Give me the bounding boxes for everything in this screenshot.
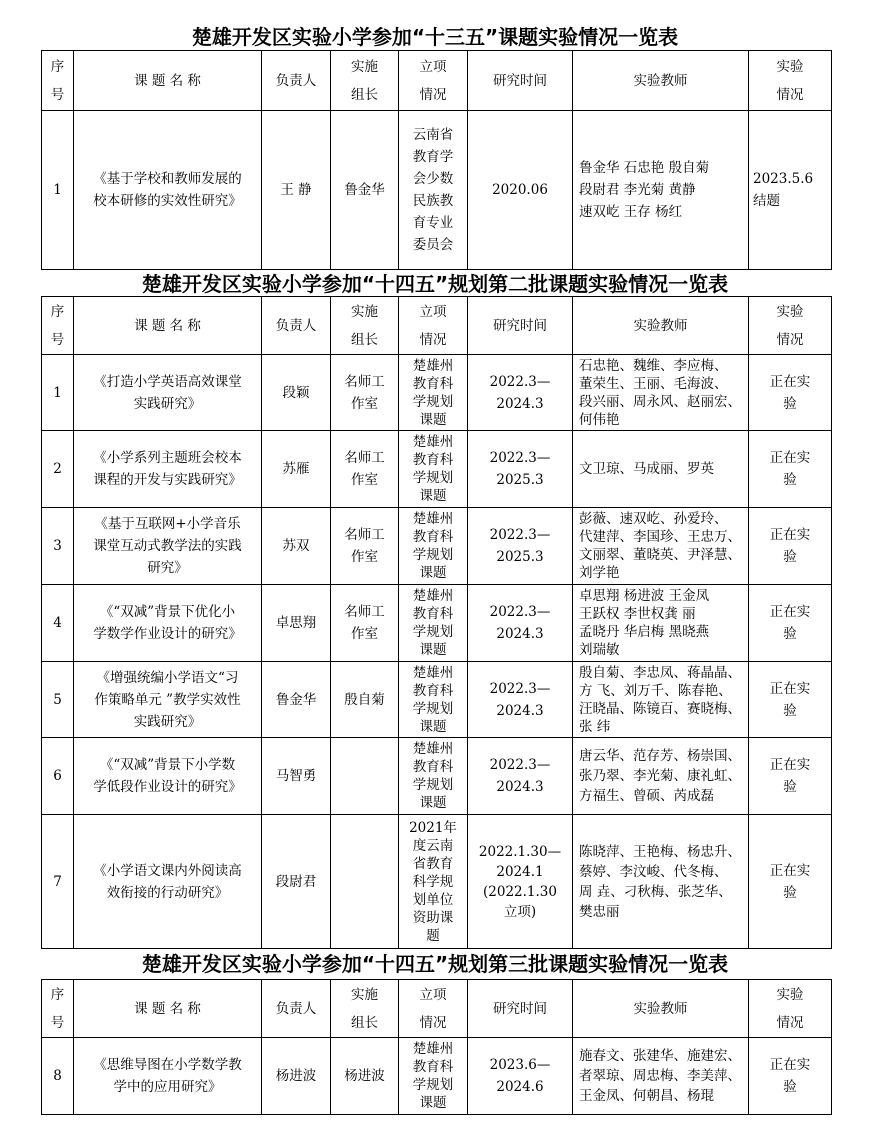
row-project-name: 《基于互联网+小学音乐 课堂互动式教学法的实践 研究》 [74,508,262,585]
table-title-1: 楚雄开发区实验小学参加“十三五”课题实验情况一览表 [191,25,679,49]
row-status: 2023.5.6 结题 [749,111,832,270]
header-time: 研究时间 [468,297,573,355]
row-time: 2022.3— 2024.3 [468,585,573,662]
row-time: 2022.3— 2025.3 [468,431,573,508]
row-approval: 楚雄州 教育科 学规划 课题 [399,431,468,508]
experiment-table-1 [41,50,832,270]
table-row [42,662,832,738]
row-approval: 楚雄州 教育科 学规划 课题 [399,355,468,431]
row-time: 2022.3— 2024.3 [468,662,573,738]
row-group-leader: 殷自菊 [331,662,399,738]
row-approval: 楚雄州 教育科 学规划 课题 [399,585,468,662]
header-status: 实验 情况 [749,51,832,111]
row-group-leader: 名师工 作室 [331,431,399,508]
experiment-table-3 [41,979,832,1115]
row-leader: 段尉君 [262,815,331,949]
table-row [42,431,832,508]
row-group-leader: 名师工 作室 [331,355,399,431]
header-leader: 负责人 [262,297,331,355]
row-group-leader: 名师工 作室 [331,585,399,662]
row-teachers: 彭薇、速双屹、孙爱玲、 代建萍、李国珍、王忠万、 文丽翠、董晓英、尹泽慧、 刘学艳 [573,508,749,585]
row-leader: 苏雁 [262,431,331,508]
table-row [42,815,832,949]
row-approval: 楚雄州 教育科 学规划 课题 [399,738,468,815]
table-title-2: 楚雄开发区实验小学参加“十四五”规划第二批课题实验情况一览表 [141,272,729,296]
row-status: 正在实 验 [749,738,832,815]
row-approval: 2021年 度云南 省教育 科学规 划单位 资助课 题 [399,815,468,949]
row-approval: 楚雄州 教育科 学规划 课题 [399,508,468,585]
row-approval: 云南省 教育学 会少数 民族教 育专业 委员会 [399,111,468,270]
row-time: 2023.6— 2024.6 [468,1038,573,1115]
row-group-leader: 鲁金华 [331,111,399,270]
table-title-3: 楚雄开发区实验小学参加“十四五”规划第三批课题实验情况一览表 [141,952,729,976]
row-time: 2020.06 [468,111,573,270]
row-time: 2022.1.30— 2024.1 (2022.1.30 立项) [468,815,573,949]
row-teachers: 鲁金华 石忠艳 殷自菊 段尉君 李光菊 黄静 速双屹 王存 杨红 [573,111,749,270]
row-teachers: 施春文、张建华、施建宏、 者翠琼、周忠梅、李美萍、 王金凤、何朝昌、杨琨 [573,1038,749,1115]
row-project-name: 《思维导图在小学数学教 学中的应用研究》 [74,1038,262,1115]
table-row [42,111,832,270]
row-leader: 苏双 [262,508,331,585]
experiment-table-2 [41,296,832,949]
row-no: 1 [42,355,74,431]
row-teachers: 殷自菊、李忠凤、蒋晶晶、 方 飞、刘万千、陈春艳、 汪晓晶、陈镜百、赛晓梅、 张 纬 [573,662,749,738]
header-approval: 立项 情况 [399,980,468,1038]
header-row [42,980,832,1038]
header-group-leader: 实施 组长 [331,51,399,111]
row-leader: 段颖 [262,355,331,431]
row-teachers: 唐云华、范存芳、杨崇国、 张乃翠、李光菊、康礼虹、 方福生、曾硕、芮成磊 [573,738,749,815]
header-status: 实验 情况 [749,980,832,1038]
row-status: 正在实 验 [749,662,832,738]
header-no: 序 号 [42,297,74,355]
header-teachers: 实验教师 [573,51,749,111]
table-row [42,585,832,662]
row-status: 正在实 验 [749,508,832,585]
row-group-leader [331,815,399,949]
row-no: 3 [42,508,74,585]
row-no: 4 [42,585,74,662]
header-approval: 立项 情况 [399,51,468,111]
row-time: 2022.3— 2024.3 [468,355,573,431]
row-project-name: 《打造小学英语高效课堂 实践研究》 [74,355,262,431]
header-time: 研究时间 [468,980,573,1038]
row-project-name: 《增强统编小学语文“习 作策略单元 ”教学实效性 实践研究》 [74,662,262,738]
row-group-leader [331,738,399,815]
row-teachers: 陈晓萍、王艳梅、杨忠升、 蔡婷、李汶峻、代冬梅、 周 垚、刁秋梅、张芝华、 樊忠丽 [573,815,749,949]
row-no: 6 [42,738,74,815]
row-status: 正在实 验 [749,1038,832,1115]
row-leader: 杨进波 [262,1038,331,1115]
row-project-name: 《小学系列主题班会校本 课程的开发与实践研究》 [74,431,262,508]
row-time: 2022.3— 2024.3 [468,738,573,815]
row-group-leader: 杨进波 [331,1038,399,1115]
row-status: 正在实 验 [749,585,832,662]
table-row [42,738,832,815]
row-time: 2022.3— 2025.3 [468,508,573,585]
header-teachers: 实验教师 [573,297,749,355]
row-group-leader: 名师工 作室 [331,508,399,585]
row-status: 正在实 验 [749,355,832,431]
header-leader: 负责人 [262,980,331,1038]
table-row [42,1038,832,1115]
header-no: 序 号 [42,51,74,111]
header-name: 课 题 名 称 [74,51,262,111]
header-approval: 立项 情况 [399,297,468,355]
row-no: 5 [42,662,74,738]
header-leader: 负责人 [262,51,331,111]
row-leader: 鲁金华 [262,662,331,738]
header-name: 课 题 名 称 [74,980,262,1038]
row-leader: 卓思翔 [262,585,331,662]
row-no: 1 [42,111,74,270]
row-project-name: 《小学语文课内外阅读高 效衔接的行动研究》 [74,815,262,949]
header-no: 序 号 [42,980,74,1038]
row-project-name: 《“双减”背景下小学数 学低段作业设计的研究》 [74,738,262,815]
row-no: 2 [42,431,74,508]
row-status: 正在实 验 [749,815,832,949]
row-project-name: 《“双减”背景下优化小 学数学作业设计的研究》 [74,585,262,662]
row-teachers: 文卫琼、马成丽、罗英 [573,431,749,508]
header-status: 实验 情况 [749,297,832,355]
header-row [42,297,832,355]
header-time: 研究时间 [468,51,573,111]
row-teachers: 石忠艳、魏维、李应梅、 董荣生、王丽、毛海波、 段兴丽、周永风、赵丽宏、 何伟艳 [573,355,749,431]
header-name: 课 题 名 称 [74,297,262,355]
row-teachers: 卓思翔 杨进波 王金凤 王跃权 李世权龚 丽 孟晓丹 华启梅 黑晓燕 刘瑞敏 [573,585,749,662]
row-no: 7 [42,815,74,949]
row-status: 正在实 验 [749,431,832,508]
table-row [42,508,832,585]
header-group-leader: 实施 组长 [331,297,399,355]
row-approval: 楚雄州 教育科 学规划 课题 [399,662,468,738]
header-group-leader: 实施 组长 [331,980,399,1038]
header-teachers: 实验教师 [573,980,749,1038]
row-leader: 马智勇 [262,738,331,815]
row-project-name: 《基于学校和教师发展的 校本研修的实效性研究》 [74,111,262,270]
header-row [42,51,832,111]
row-leader: 王 静 [262,111,331,270]
table-row [42,355,832,431]
row-no: 8 [42,1038,74,1115]
row-approval: 楚雄州 教育科 学规划 课题 [399,1038,468,1115]
